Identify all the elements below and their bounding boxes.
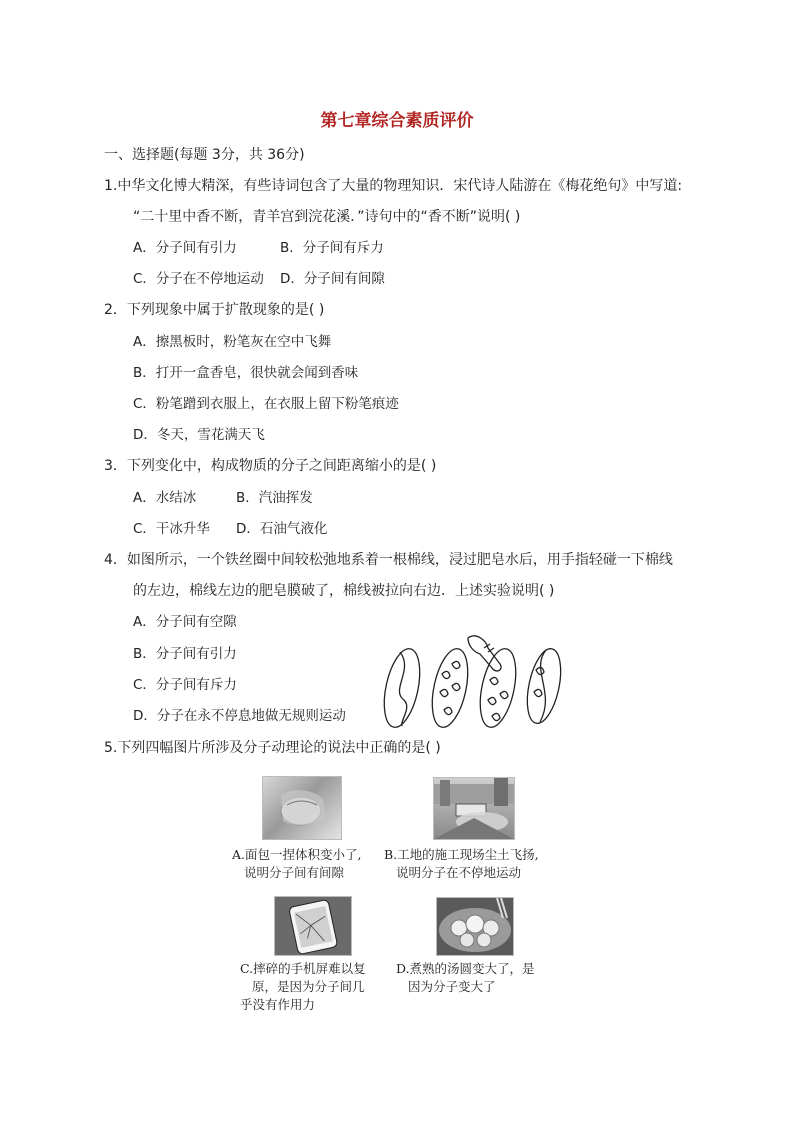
q4-option-b: B．分子间有引力 bbox=[133, 646, 237, 662]
q4-option-a: A．分子间有空隙 bbox=[133, 614, 237, 630]
section-heading: 一、选择题(每题 3分，共 36分) bbox=[104, 147, 305, 163]
q1-option-b: B．分子间有斥力 bbox=[280, 240, 384, 256]
bread-squeeze-photo bbox=[262, 776, 342, 840]
q5-stem: 5.下列四幅图片所涉及分子动理论的说法中正确的是( ) bbox=[104, 740, 441, 756]
q3-stem: 3．下列变化中，构成物质的分子之间距离缩小的是( ) bbox=[104, 458, 437, 474]
q5-option-a-caption bbox=[232, 846, 361, 882]
q1-option-d: D．分子间有间隙 bbox=[280, 271, 385, 287]
q5-option-d-line2: 因为分子变大了 bbox=[408, 979, 496, 994]
q2-stem: 2．下列现象中属于扩散现象的是( ) bbox=[104, 302, 325, 318]
q3-option-b: B．汽油挥发 bbox=[236, 490, 313, 506]
q4-stem-line2: 的左边，棉线左边的肥皂膜破了，棉线被拉向右边．上述实验说明( ) bbox=[133, 583, 555, 599]
q4-option-c: C．分子间有斥力 bbox=[133, 677, 237, 693]
q5-option-c-line3: 乎没有作用力 bbox=[240, 997, 316, 1012]
construction-dust-photo bbox=[433, 777, 515, 840]
q5-option-c-line1: C.摔碎的手机屏难以复 bbox=[240, 961, 366, 976]
q1-option-a: A．分子间有引力 bbox=[133, 240, 237, 256]
q4-option-d: D．分子在永不停息地做无规则运动 bbox=[133, 708, 346, 724]
q5-option-b-caption bbox=[384, 846, 539, 882]
q3-option-a: A．水结冰 bbox=[133, 490, 197, 506]
q2-option-d: D．冬天，雪花满天飞 bbox=[133, 427, 265, 443]
q1-stem-line1: 1.中华文化博大精深，有些诗词包含了大量的物理知识．宋代诗人陆游在《梅花绝句》中写道: bbox=[104, 178, 683, 194]
q2-option-a: A．擦黑板时，粉笔灰在空中飞舞 bbox=[133, 334, 332, 350]
q3-option-d: D．石油气液化 bbox=[236, 521, 328, 537]
q5-option-c-line2: 原，是因为分子间几 bbox=[252, 979, 365, 994]
page-title: 第七章综合素质评价 bbox=[320, 111, 474, 131]
q2-option-c: C．粉笔蹭到衣服上，在衣服上留下粉笔痕迹 bbox=[133, 396, 399, 412]
q5-option-a-line2: 说明分子间有间隙 bbox=[244, 865, 345, 880]
q5-option-d-line1: D.煮熟的汤圆变大了，是 bbox=[396, 961, 535, 976]
broken-phone-photo bbox=[274, 896, 352, 956]
q5-option-b-line2: 说明分子在不停地运动 bbox=[396, 865, 522, 880]
q1-stem-line2: “二十里中香不断，青羊宫到浣花溪．”诗句中的“香不断”说明( ) bbox=[133, 209, 521, 225]
q5-option-d-caption bbox=[396, 960, 535, 996]
q1-option-c: C．分子在不停地运动 bbox=[133, 271, 264, 287]
q2-option-b: B．打开一盒香皂，很快就会闻到香味 bbox=[133, 365, 359, 381]
q5-option-a-line1: A.面包一捏体积变小了, bbox=[232, 847, 362, 862]
q5-option-b-line1: B.工地的施工现场尘土飞扬, bbox=[384, 847, 539, 862]
dumplings-boiling-photo bbox=[436, 897, 514, 956]
soap-film-rings-figure bbox=[380, 630, 565, 750]
q4-stem-line1: 4．如图所示，一个铁丝圈中间较松弛地系着一根棉线，浸过肥皂水后，用手指轻碰一下棉线 bbox=[104, 552, 673, 568]
q5-option-c-caption bbox=[240, 960, 366, 1014]
q3-option-c: C．干冰升华 bbox=[133, 521, 210, 537]
